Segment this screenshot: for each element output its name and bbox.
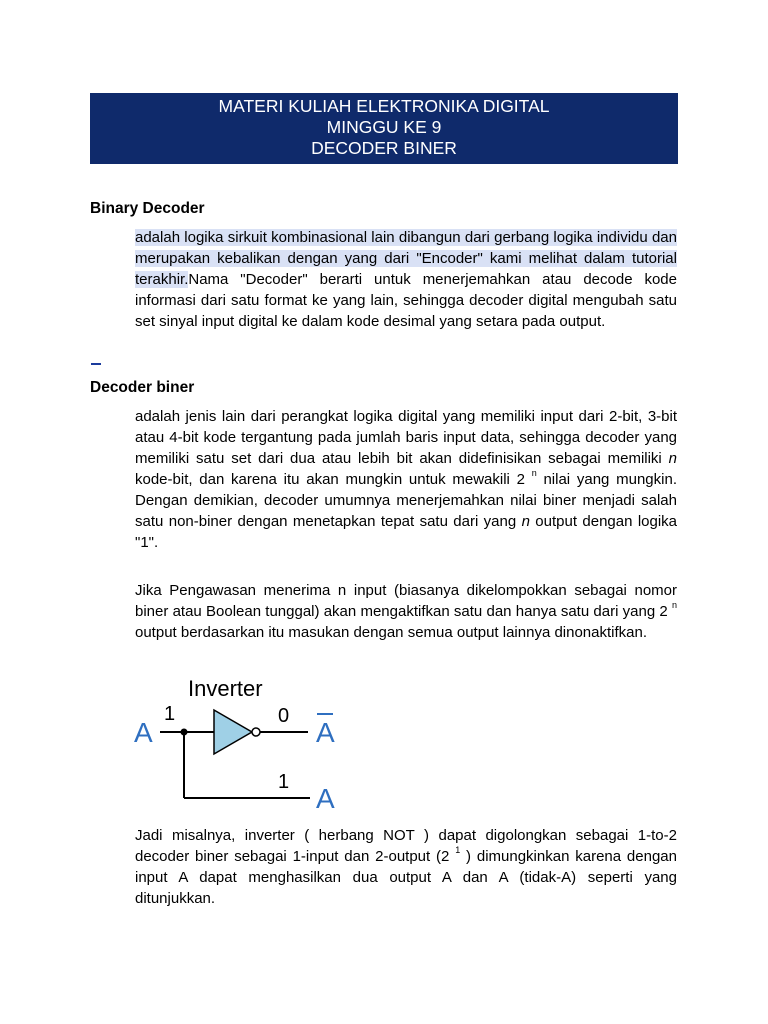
- inverter-explanation-paragraph: [135, 825, 677, 909]
- italic-n: n: [521, 513, 530, 530]
- paragraph-text: nilai yang mungkin. Dengan demikian, decoder umumnya menerjemahkan nilai biner menjadi salah satu non-biner dengan menetapkan tepat satu dari yang: [135, 471, 677, 530]
- inverter-title: Inverter: [188, 676, 263, 701]
- binary-decoder-paragraph: [135, 227, 677, 332]
- hyperlink-marker: [91, 363, 101, 365]
- title-line-1: MATERI KULIAH ELEKTRONIKA DIGITAL: [218, 96, 550, 116]
- superscript: 1: [455, 845, 461, 855]
- paragraph-text: output berdasarkan itu masukan dengan semua output lainnya dinonaktifkan.: [135, 624, 648, 641]
- superscript: n: [531, 468, 537, 478]
- highlighted-text: adalah logika sirkuit kombinasional lain dibangun dari gerbang logika individu dan merupakan kebalikan dengan yang dari "Encoder" kami melihat dalam tutorial terakhir.: [135, 229, 677, 288]
- decoder-biner-heading: Decoder biner: [90, 379, 195, 396]
- paragraph-text: Jadi misalnya, inverter ( herbang NOT ) dapat digolongkan sebagai 1-to-2 decoder biner sebagai 1-input dan 2-output (2: [135, 827, 677, 865]
- output-top-value: 0: [278, 705, 290, 727]
- superscript: n: [671, 600, 677, 610]
- input-value: 1: [164, 703, 176, 725]
- inversion-bubble: [252, 728, 260, 736]
- input-label: A: [134, 717, 153, 748]
- binary-decoder-heading: Binary Decoder: [90, 200, 205, 217]
- italic-n: n: [668, 450, 677, 467]
- inverter-diagram: [130, 672, 345, 817]
- paragraph-text: ) dimungkinkan karena dengan input A dapat menghasilkan dua output A dan A (tidak-A) seperti yang ditunjukkan.: [135, 848, 677, 907]
- decoder-biner-paragraph-2: [135, 580, 677, 643]
- title-line-3: DECODER BINER: [311, 138, 457, 158]
- not-gate-icon: [214, 710, 252, 754]
- paragraph-text: adalah jenis lain dari perangkat logika digital yang memiliki input dari 2-bit, 3-bit atau 4-bit kode tergantung pada jumlah baris input data, sehingga decoder yang memiliki satu set dari dua atau lebih bit akan didefinisikan sebagai memiliki: [135, 408, 677, 467]
- output-top-label: A: [316, 717, 335, 748]
- document-title-banner: [90, 93, 678, 164]
- decoder-biner-paragraph-1: [135, 406, 677, 553]
- paragraph-text: Jika Pengawasan menerima n input (biasanya dikelompokkan sebagai nomor biner atau Boolean tunggal) akan mengaktifkan satu dan hanya satu dari yang 2: [135, 582, 677, 620]
- title-line-2: MINGGU KE 9: [326, 117, 442, 137]
- paragraph-text: Nama "Decoder" berarti untuk menerjemahkan atau decode kode informasi dari satu format ke yang lain, sehingga decoder digital mengubah satu set sinyal input digital ke dalam kode desimal yang setara pada output.: [135, 271, 677, 330]
- output-bottom-value: 1: [278, 771, 290, 793]
- paragraph-text: output dengan logika "1".: [135, 513, 678, 551]
- output-bottom-label: A: [316, 783, 335, 814]
- paragraph-text: kode-bit, dan karena itu akan mungkin untuk mewakili 2: [135, 471, 532, 488]
